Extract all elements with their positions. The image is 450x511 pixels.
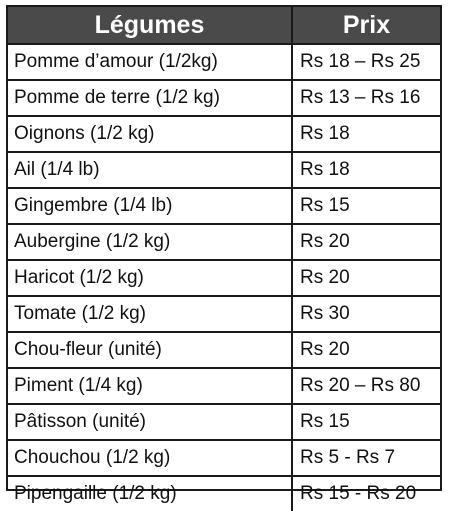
vegetable-cell: Chouchou (1/2 kg): [8, 440, 292, 476]
price-cell: Rs 20: [292, 332, 440, 368]
price-cell: Rs 20: [292, 260, 440, 296]
table-row: [8, 260, 440, 296]
price-cell: Rs 30: [292, 296, 440, 332]
vegetable-price-table: [8, 7, 440, 511]
price-cell: Rs 20 – Rs 80: [292, 368, 440, 404]
table-row: [8, 44, 440, 80]
vegetable-cell: Pomme de terre (1/2 kg): [8, 80, 292, 116]
price-cell: Rs 5 - Rs 7: [292, 440, 440, 476]
price-cell: Rs 15: [292, 404, 440, 440]
table-row: [8, 332, 440, 368]
price-cell: Rs 18: [292, 116, 440, 152]
table-row: [8, 476, 440, 511]
table-row: [8, 296, 440, 332]
price-cell: Rs 13 – Rs 16: [292, 80, 440, 116]
table-row: [8, 368, 440, 404]
price-cell: Rs 20: [292, 224, 440, 260]
header-row: [8, 7, 440, 44]
header-price: Prix: [292, 7, 440, 44]
price-cell: Rs 15 - Rs 20: [292, 476, 440, 511]
vegetable-cell: Pipengaille (1/2 kg): [8, 476, 292, 511]
price-cell: Rs 18 – Rs 25: [292, 44, 440, 80]
table-row: [8, 116, 440, 152]
table-body: [8, 44, 440, 511]
price-table: [6, 5, 442, 504]
price-cell: Rs 15: [292, 188, 440, 224]
table-row: [8, 80, 440, 116]
vegetable-cell: Pâtisson (unité): [8, 404, 292, 440]
vegetable-cell: Ail (1/4 lb): [8, 152, 292, 188]
vegetable-cell: Tomate (1/2 kg): [8, 296, 292, 332]
header-vegetables: Légumes: [8, 7, 292, 44]
vegetable-cell: Aubergine (1/2 kg): [8, 224, 292, 260]
vegetable-cell: Piment (1/4 kg): [8, 368, 292, 404]
table-header: [8, 7, 440, 44]
vegetable-cell: Pomme d’amour (1/2kg): [8, 44, 292, 80]
vegetable-cell: Gingembre (1/4 lb): [8, 188, 292, 224]
table-row: [8, 224, 440, 260]
vegetable-cell: Oignons (1/2 kg): [8, 116, 292, 152]
price-cell: Rs 18: [292, 152, 440, 188]
vegetable-cell: Haricot (1/2 kg): [8, 260, 292, 296]
table-row: [8, 440, 440, 476]
table-row: [8, 152, 440, 188]
table-row: [8, 404, 440, 440]
vegetable-cell: Chou-fleur (unité): [8, 332, 292, 368]
table-row: [8, 188, 440, 224]
